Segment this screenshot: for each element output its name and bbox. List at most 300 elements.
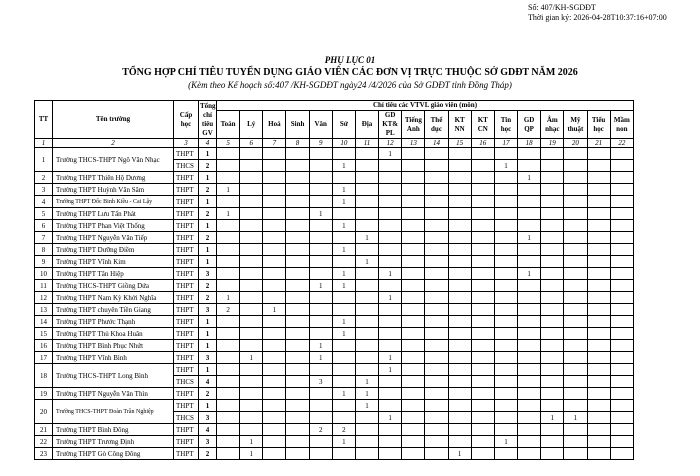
table-row (35, 364, 634, 376)
subject-quota (448, 304, 471, 316)
subject-quota (263, 196, 286, 208)
subject-quota (286, 220, 309, 232)
subject-quota (240, 172, 263, 184)
subject-quota (217, 280, 240, 292)
subject-quota (263, 388, 286, 400)
subject-quota: 1 (240, 436, 263, 448)
subject-quota (217, 400, 240, 412)
subject-quota (541, 220, 564, 232)
subject-quota (263, 292, 286, 304)
column-index: 1 (35, 139, 53, 148)
subject-quota (564, 388, 587, 400)
document-title: TỔNG HỢP CHỈ TIÊU TUYỂN DỤNG GIÁO VIÊN CÁC ĐƠN VỊ TRỰC THUỘC SỞ GDĐT NĂM 2026 (122, 67, 578, 78)
subject-quota (286, 268, 309, 280)
subject-quota (471, 172, 494, 184)
subject-quota (541, 148, 564, 160)
total-quota: 2 (199, 388, 217, 400)
subject-quota (309, 328, 332, 340)
subject-quota (355, 208, 378, 220)
subject-quota (240, 388, 263, 400)
subject-quota (286, 412, 309, 424)
col-tt: TT (35, 101, 53, 139)
subject-quota (541, 316, 564, 328)
subject-quota (240, 232, 263, 244)
subject-quota (355, 172, 378, 184)
school-level: THPT (174, 244, 199, 256)
column-index: 8 (286, 139, 309, 148)
school-name: Trường THPT Nam Kỳ Khởi Nghĩa (53, 292, 174, 304)
school-name: Trường THCS-THPT Giồng Dứa (53, 280, 174, 292)
column-index: 14 (425, 139, 448, 148)
subject-quota (448, 220, 471, 232)
subject-quota (448, 148, 471, 160)
subject-quota (518, 148, 541, 160)
subject-quota (564, 244, 587, 256)
subject-quota (610, 280, 633, 292)
column-index: 3 (174, 139, 199, 148)
subject-quota (518, 160, 541, 172)
subject-quota: 1 (494, 436, 517, 448)
subject-quota (263, 280, 286, 292)
subject-quota (471, 352, 494, 364)
subject-header: Lý (240, 111, 263, 139)
subject-quota (217, 436, 240, 448)
subject-quota (286, 148, 309, 160)
subject-quota (587, 268, 610, 280)
subject-quota (541, 424, 564, 436)
subject-quota (217, 172, 240, 184)
subject-quota (286, 340, 309, 352)
subject-quota (240, 268, 263, 280)
subject-quota (518, 184, 541, 196)
subject-quota (541, 292, 564, 304)
subject-quota (541, 388, 564, 400)
subject-quota (425, 424, 448, 436)
subject-quota (309, 268, 332, 280)
subject-quota (355, 220, 378, 232)
total-quota: 2 (199, 232, 217, 244)
subject-quota (240, 376, 263, 388)
subject-quota (610, 316, 633, 328)
total-quota: 1 (199, 340, 217, 352)
school-name: Trường THPT Thiên Hộ Dương (53, 172, 174, 184)
subject-quota (448, 436, 471, 448)
column-index: 7 (263, 139, 286, 148)
subject-quota (471, 376, 494, 388)
table-row (35, 424, 634, 436)
subject-header: KT CN (471, 111, 494, 139)
total-quota: 1 (199, 400, 217, 412)
subject-quota (217, 340, 240, 352)
subject-quota: 1 (309, 340, 332, 352)
subject-quota (541, 244, 564, 256)
subject-quota (587, 196, 610, 208)
column-index: 2 (53, 139, 174, 148)
row-number: 17 (35, 352, 53, 364)
table-row (35, 340, 634, 352)
row-number: 5 (35, 208, 53, 220)
subject-quota: 1 (332, 436, 355, 448)
subject-quota (332, 340, 355, 352)
subject-quota (494, 328, 517, 340)
subject-quota: 1 (379, 148, 402, 160)
school-level: THPT (174, 208, 199, 220)
subject-quota (564, 448, 587, 460)
subject-quota (610, 340, 633, 352)
subject-quota (587, 244, 610, 256)
subject-quota (610, 172, 633, 184)
subject-quota (263, 412, 286, 424)
subject-quota (240, 208, 263, 220)
subject-quota (494, 364, 517, 376)
subject-quota (425, 352, 448, 364)
subject-quota (541, 304, 564, 316)
subject-quota (309, 304, 332, 316)
header-row (35, 101, 634, 111)
subject-quota (425, 220, 448, 232)
subject-quota (217, 376, 240, 388)
row-number: 13 (35, 304, 53, 316)
subject-quota (518, 316, 541, 328)
row-number: 10 (35, 268, 53, 280)
school-level: THPT (174, 220, 199, 232)
subject-quota (587, 448, 610, 460)
subject-quota (425, 436, 448, 448)
subject-quota (309, 196, 332, 208)
subject-quota (379, 280, 402, 292)
table-row (35, 220, 634, 232)
subject-quota (379, 328, 402, 340)
school-name: Trường THPT Đốc Binh Kiều - Cai Lậy (53, 196, 174, 208)
school-level: THPT (174, 424, 199, 436)
subject-quota (541, 208, 564, 220)
subject-quota (240, 304, 263, 316)
subject-quota (587, 280, 610, 292)
subject-quota (610, 196, 633, 208)
subject-quota: 1 (564, 412, 587, 424)
sign-timestamp: Thời gian ký: 2026-04-28T10:37:16+07:00 (528, 13, 667, 22)
subject-quota: 3 (309, 376, 332, 388)
subject-quota (610, 328, 633, 340)
subject-quota (494, 256, 517, 268)
subject-quota (402, 160, 425, 172)
subject-quota: 2 (309, 424, 332, 436)
subject-quota (379, 424, 402, 436)
subject-quota (518, 208, 541, 220)
subject-quota (471, 232, 494, 244)
subject-header: Âm nhạc (541, 111, 564, 139)
subject-header: Mầm non (610, 111, 633, 139)
subject-quota (518, 304, 541, 316)
subject-quota (286, 232, 309, 244)
subject-quota (425, 160, 448, 172)
subject-quota (541, 196, 564, 208)
subject-quota: 1 (332, 184, 355, 196)
subject-quota (541, 400, 564, 412)
subject-quota (541, 436, 564, 448)
subject-quota (217, 244, 240, 256)
subject-quota (240, 280, 263, 292)
subject-quota (379, 196, 402, 208)
subject-quota (518, 364, 541, 376)
subject-quota (610, 292, 633, 304)
subject-quota: 1 (379, 268, 402, 280)
subject-quota (564, 328, 587, 340)
subject-quota (494, 340, 517, 352)
row-number: 4 (35, 196, 53, 208)
total-quota: 1 (199, 244, 217, 256)
subject-quota (217, 220, 240, 232)
school-level: THPT (174, 232, 199, 244)
subject-quota (541, 256, 564, 268)
column-index: 13 (402, 139, 425, 148)
subject-quota (332, 208, 355, 220)
column-index-row (35, 139, 634, 148)
subject-quota (587, 304, 610, 316)
subject-quota (518, 196, 541, 208)
subject-quota (402, 172, 425, 184)
subject-header: KT NN (448, 111, 471, 139)
subject-quota (494, 376, 517, 388)
subject-quota (309, 220, 332, 232)
subject-quota (309, 388, 332, 400)
table-row (35, 172, 634, 184)
subject-quota: 1 (379, 352, 402, 364)
subject-quota (240, 244, 263, 256)
subject-quota (471, 244, 494, 256)
subject-quota (587, 400, 610, 412)
subject-quota: 1 (263, 304, 286, 316)
subject-quota (541, 232, 564, 244)
subject-quota (263, 436, 286, 448)
school-name: Trường THPT Trương Định (53, 436, 174, 448)
subject-quota (379, 208, 402, 220)
subject-quota (402, 340, 425, 352)
subject-quota (610, 448, 633, 460)
subject-quota: 1 (240, 448, 263, 460)
subject-quota: 1 (541, 412, 564, 424)
table-row (35, 388, 634, 400)
subject-quota (263, 268, 286, 280)
subject-quota (471, 340, 494, 352)
total-quota: 1 (199, 172, 217, 184)
subject-quota (587, 412, 610, 424)
subject-quota (379, 160, 402, 172)
subject-quota (286, 208, 309, 220)
subject-quota (355, 160, 378, 172)
subject-quota (402, 412, 425, 424)
column-index: 19 (541, 139, 564, 148)
subject-quota (471, 160, 494, 172)
subject-quota (494, 196, 517, 208)
row-number: 18 (35, 364, 53, 388)
subject-header: GD KT& PL (379, 111, 402, 139)
subject-quota: 1 (332, 388, 355, 400)
subject-quota (564, 160, 587, 172)
school-level: THPT (174, 256, 199, 268)
subject-quota (402, 352, 425, 364)
subject-quota (355, 292, 378, 304)
table-row (35, 268, 634, 280)
subject-quota (240, 328, 263, 340)
col-level: Cấp học (174, 101, 199, 139)
subject-quota (355, 268, 378, 280)
subject-quota (471, 328, 494, 340)
school-name: Trường THPT Nguyễn Văn Thìn (53, 388, 174, 400)
subject-quota (518, 448, 541, 460)
subject-quota (217, 268, 240, 280)
school-name: Trường THPT Phan Việt Thống (53, 220, 174, 232)
subject-header: Địa (355, 111, 378, 139)
subject-quota (263, 244, 286, 256)
subject-quota (564, 256, 587, 268)
subject-quota: 1 (332, 316, 355, 328)
subject-quota (518, 376, 541, 388)
school-name: Trường THPT Bình Đông (53, 424, 174, 436)
subject-quota (494, 208, 517, 220)
subject-quota (309, 148, 332, 160)
subject-quota (309, 172, 332, 184)
subject-quota (564, 376, 587, 388)
subject-quota (332, 448, 355, 460)
column-index: 10 (332, 139, 355, 148)
subject-quota (610, 232, 633, 244)
subject-quota (286, 244, 309, 256)
row-number: 19 (35, 388, 53, 400)
subject-quota (448, 268, 471, 280)
subject-quota (286, 436, 309, 448)
subject-quota (240, 364, 263, 376)
subject-quota (402, 256, 425, 268)
subject-quota (564, 424, 587, 436)
school-name: Trường THPT Vĩnh Kim (53, 256, 174, 268)
subject-quota (564, 316, 587, 328)
subject-quota (494, 148, 517, 160)
row-number: 20 (35, 400, 53, 424)
subject-quota (564, 172, 587, 184)
subject-quota (494, 244, 517, 256)
subject-quota (587, 316, 610, 328)
subject-quota (286, 304, 309, 316)
school-level: THPT (174, 316, 199, 328)
subject-quota (286, 160, 309, 172)
subject-quota (564, 340, 587, 352)
total-quota: 3 (199, 412, 217, 424)
subject-quota (425, 364, 448, 376)
subject-quota (332, 352, 355, 364)
subject-quota (610, 208, 633, 220)
subject-quota (587, 220, 610, 232)
school-name: Trường THPT chuyên Tiền Giang (53, 304, 174, 316)
subject-quota (402, 364, 425, 376)
subject-quota (448, 364, 471, 376)
subject-quota (402, 244, 425, 256)
column-index: 20 (564, 139, 587, 148)
subject-quota (448, 232, 471, 244)
column-index: 11 (355, 139, 378, 148)
subject-quota (425, 256, 448, 268)
total-quota: 2 (199, 184, 217, 196)
subject-quota (610, 244, 633, 256)
subject-quota (309, 184, 332, 196)
subject-quota (448, 388, 471, 400)
subject-quota (471, 184, 494, 196)
subject-quota (402, 208, 425, 220)
subject-quota (402, 220, 425, 232)
school-name: Trường THCS-THPT Long Bình (53, 364, 174, 388)
subject-quota (471, 208, 494, 220)
subject-quota (309, 292, 332, 304)
subject-quota (402, 376, 425, 388)
subject-quota (541, 352, 564, 364)
document-subtitle: (Kèm theo Kế hoạch số:407 /KH-SGDĐT ngày24 /4/2026 của Sở GDĐT tỉnh Đồng Tháp) (188, 80, 512, 90)
total-quota: 4 (199, 376, 217, 388)
subject-quota (309, 448, 332, 460)
subject-quota (518, 436, 541, 448)
row-number: 1 (35, 148, 53, 172)
column-index: 6 (240, 139, 263, 148)
subject-quota (379, 436, 402, 448)
row-number: 6 (35, 220, 53, 232)
subject-quota (217, 352, 240, 364)
total-quota: 3 (199, 436, 217, 448)
row-number: 22 (35, 436, 53, 448)
subject-quota (564, 292, 587, 304)
subject-quota (494, 280, 517, 292)
subject-quota (518, 388, 541, 400)
subject-quota (402, 316, 425, 328)
column-index: 16 (471, 139, 494, 148)
subject-quota (240, 400, 263, 412)
subject-quota (263, 208, 286, 220)
subject-quota (471, 196, 494, 208)
subject-quota: 2 (217, 304, 240, 316)
subject-quota (332, 172, 355, 184)
row-number: 11 (35, 280, 53, 292)
subject-quota (309, 412, 332, 424)
table-row (35, 328, 634, 340)
subject-quota (494, 232, 517, 244)
subject-quota (587, 160, 610, 172)
table-row (35, 244, 634, 256)
subject-quota (425, 376, 448, 388)
subject-quota (217, 316, 240, 328)
column-index: 15 (448, 139, 471, 148)
subject-quota (355, 340, 378, 352)
subject-quota (610, 160, 633, 172)
school-name: Trường THPT Vĩnh Bình (53, 352, 174, 364)
subject-quota (217, 424, 240, 436)
subject-quota (240, 292, 263, 304)
subject-quota (587, 352, 610, 364)
subject-quota (610, 184, 633, 196)
subject-quota (564, 196, 587, 208)
subject-quota (471, 148, 494, 160)
subject-quota (587, 376, 610, 388)
subject-quota (471, 316, 494, 328)
school-name: Trường THPT Dưỡng Điềm (53, 244, 174, 256)
school-name: Trường THCS-THPT Đoàn Trần Nghiệp (53, 400, 174, 424)
subject-quota (494, 448, 517, 460)
subject-quota (402, 436, 425, 448)
school-level: THPT (174, 268, 199, 280)
table-row (35, 208, 634, 220)
subject-quota (448, 292, 471, 304)
table-row (35, 352, 634, 364)
subject-quota (402, 292, 425, 304)
table-row (35, 256, 634, 268)
subject-quota (448, 184, 471, 196)
